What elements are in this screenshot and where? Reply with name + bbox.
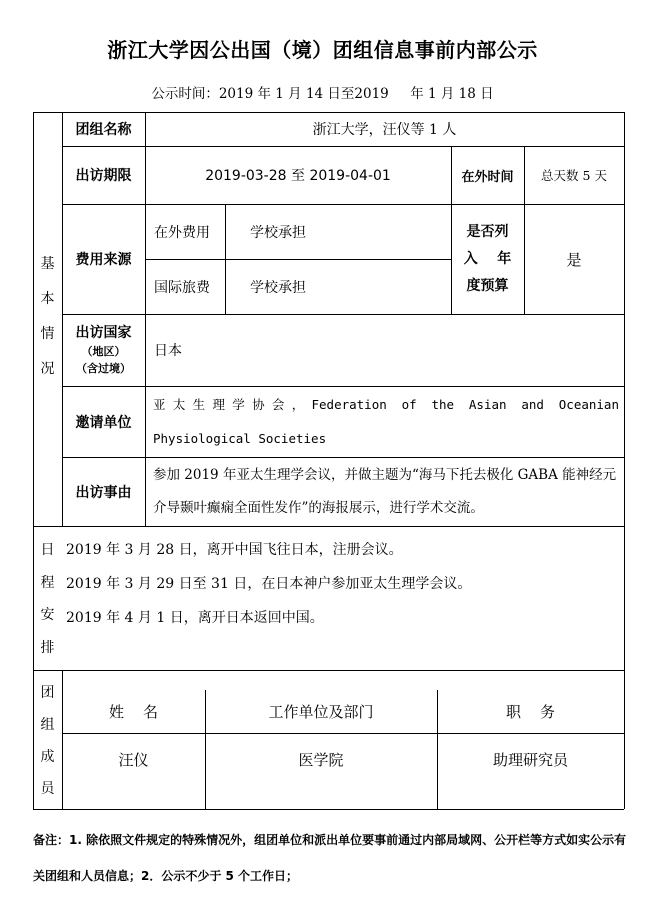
group-name-value: 浙江大学，汪仪等 1 人 xyxy=(312,122,457,138)
budget-value: 是 xyxy=(566,250,582,269)
section-label-char: 情 xyxy=(40,325,55,342)
cost-source-label: 费用来源 xyxy=(75,252,132,268)
footnote: 备注：1. 除依照文件规定的特殊情况外，组团单位和派出单位要事前通过内部局域网、公开栏等方式如实公示有关团组和人员信息；2．公示不少于 5 个工作日； xyxy=(33,833,627,883)
section-label-char: 况 xyxy=(40,360,55,377)
section-label-char: 本 xyxy=(40,290,55,307)
budget-label-line: 是否列 xyxy=(466,223,509,240)
member-unit: 医学院 xyxy=(298,750,344,769)
publication-period: 公示时间：2019 年 1 月 14 日至2019 年 1 月 18 日 xyxy=(151,86,494,102)
purpose-value: 参加 2019 年亚太生理学会议，并做主题为“海马下托去极化 GABA 能神经元介导颞叶癫痫全面性发作”的海报展示，进行学术交流。 xyxy=(153,466,617,516)
inviter-cell xyxy=(153,386,619,457)
purpose-cell xyxy=(153,457,619,526)
schedule-item: 2019 年 3 月 29 日至 31 日，在日本神户参加亚太生理学会议。 xyxy=(66,576,472,592)
section-label-char: 基 xyxy=(40,255,55,272)
period-label: 出访期限 xyxy=(75,168,132,184)
budget-label-line: 入 年 xyxy=(463,250,512,267)
section-label-char: 日 xyxy=(40,542,55,559)
section-label-basic xyxy=(33,245,62,385)
members-header-name: 姓 名 xyxy=(108,703,159,721)
country-label: 出访国家 xyxy=(75,325,132,341)
page-title: 浙江大学因公出国（境）团组信息事前内部公示 xyxy=(107,38,538,62)
schedule-list xyxy=(66,533,616,635)
group-name-label: 团组名称 xyxy=(75,122,132,138)
members-header-position: 职 务 xyxy=(505,703,556,721)
cost-travel-label: 国际旅费 xyxy=(154,279,210,296)
section-label-char: 组 xyxy=(40,717,55,733)
section-label-schedule xyxy=(33,533,62,663)
cost-travel-value: 学校承担 xyxy=(250,279,306,296)
section-label-members xyxy=(33,676,62,804)
member-position: 助理研究员 xyxy=(492,750,568,769)
budget-label-line: 度预算 xyxy=(466,277,509,294)
country-label-sub: （地区） xyxy=(81,345,126,358)
cost-abroad-label: 在外费用 xyxy=(154,224,210,241)
members-header-unit: 工作单位及部门 xyxy=(268,703,374,721)
section-label-char: 成 xyxy=(40,749,55,765)
section-label-char: 团 xyxy=(40,685,55,701)
country-value: 日本 xyxy=(154,343,182,359)
member-name: 汪仪 xyxy=(118,750,149,769)
schedule-item: 2019 年 4 月 1 日，离开日本返回中国。 xyxy=(66,610,324,626)
inviter-label: 邀请单位 xyxy=(75,414,132,431)
abroad-time-value: 总天数 5 天 xyxy=(541,168,607,183)
section-label-char: 程 xyxy=(40,574,55,591)
cost-abroad-value: 学校承担 xyxy=(250,224,306,241)
country-label-block xyxy=(62,314,145,386)
schedule-item: 2019 年 3 月 28 日，离开中国飞往日本，注册会议。 xyxy=(66,542,403,558)
section-label-char: 排 xyxy=(40,639,55,656)
abroad-time-label: 在外时间 xyxy=(461,169,514,185)
inviter-value: 亚太生理学协会，Federation of the Asian and Oceanian Physiological Societies xyxy=(153,396,619,446)
section-label-char: 员 xyxy=(40,781,55,797)
country-label-sub: （含过境） xyxy=(76,362,131,375)
period-value: 2019-03-28 至 2019-04-01 xyxy=(205,168,391,184)
budget-label xyxy=(451,204,524,314)
section-label-char: 安 xyxy=(40,607,55,624)
purpose-label: 出访事由 xyxy=(75,484,132,501)
